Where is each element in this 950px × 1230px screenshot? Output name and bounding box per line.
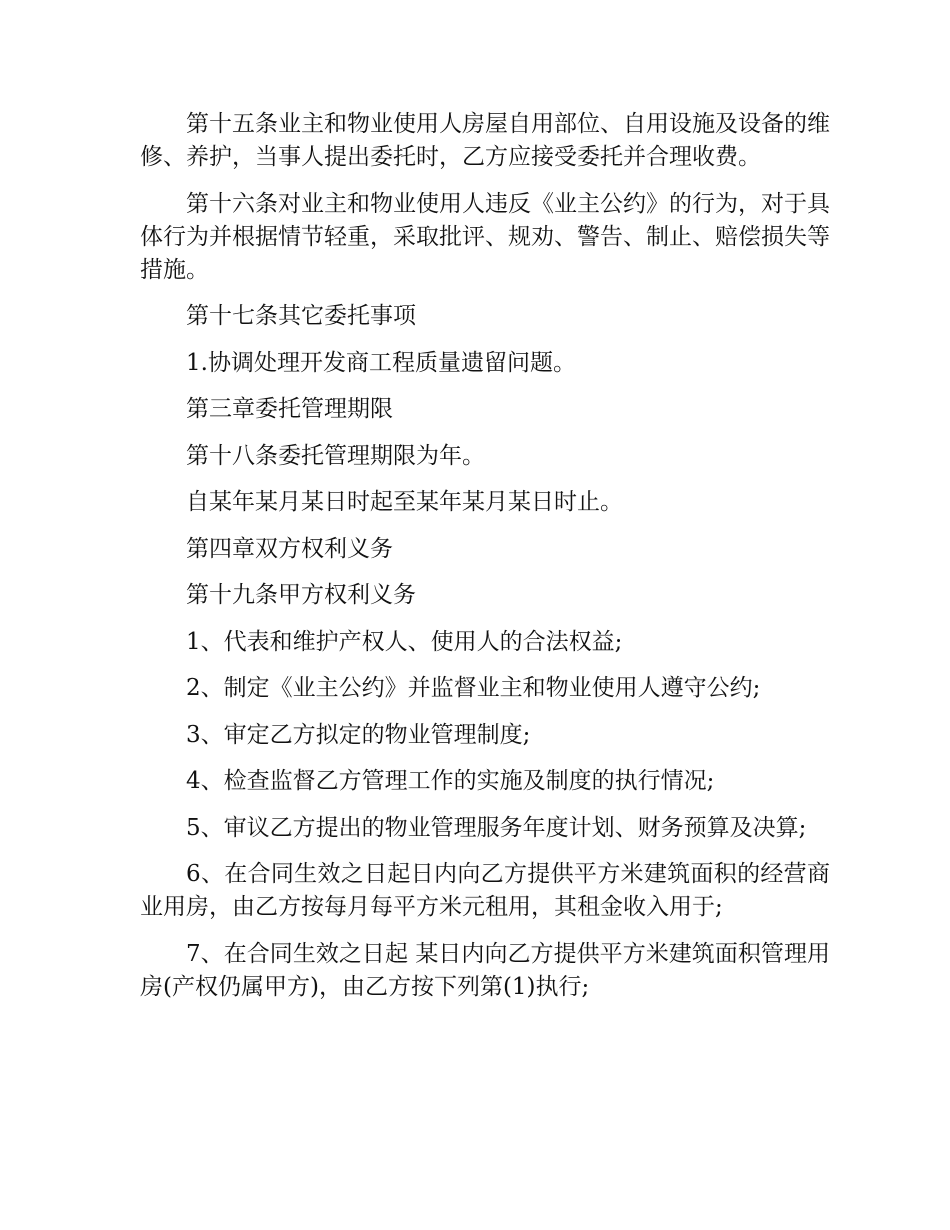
article-17-item-1: 1.协调处理开发商工程质量遗留问题。 <box>186 349 576 376</box>
chapter-4-heading: 第四章双方权利义务 <box>186 535 393 562</box>
article-19-item-3: 3、审定乙方拟定的物业管理制度; <box>186 721 531 748</box>
article-19-heading: 第十九条甲方权利义务 <box>186 582 416 608</box>
article-19-item-4: 4、检查监督乙方管理工作的实施及制度的执行情况; <box>186 768 715 794</box>
article-19-item-2: 2、制定《业主公约》并监督业主和物业使用人遵守公约; <box>186 675 761 701</box>
article-16-paragraph: 第十六条对业主和物业使用人违反《业主公约》的行为，对于具体行为并根据情节轻重，采取批评、规劝、警告、制止、赔偿损失等措施。 <box>140 190 830 283</box>
article-19-item-1: 1、代表和维护产权人、使用人的合法权益; <box>186 628 623 655</box>
document-body <box>140 108 830 1017</box>
article-19-item-7: 7、在合同生效之日起 某日内向乙方提供平方米建筑面积管理用房(产权仍属甲方)，由乙方按下列第(1)执行; <box>140 940 830 1000</box>
chapter-3-heading: 第三章委托管理期限 <box>186 396 393 422</box>
article-18-paragraph: 第十八条委托管理期限为年。 <box>186 442 485 469</box>
article-19-item-5: 5、审议乙方提出的物业管理服务年度计划、财务预算及决算; <box>186 814 807 841</box>
article-15-paragraph: 第十五条业主和物业使用人房屋自用部位、自用设施及设备的维修、养护，当事人提出委托时，乙方应接受委托并合理收费。 <box>140 111 830 170</box>
article-19-item-6: 6、在合同生效之日起日内向乙方提供平方米建筑面积的经营商业用房，由乙方按每月每平方米元租用，其租金收入用于; <box>140 861 830 920</box>
term-period-paragraph: 自某年某月某日时起至某年某月某日时止。 <box>186 489 623 515</box>
article-17-heading: 第十七条其它委托事项 <box>186 303 416 329</box>
